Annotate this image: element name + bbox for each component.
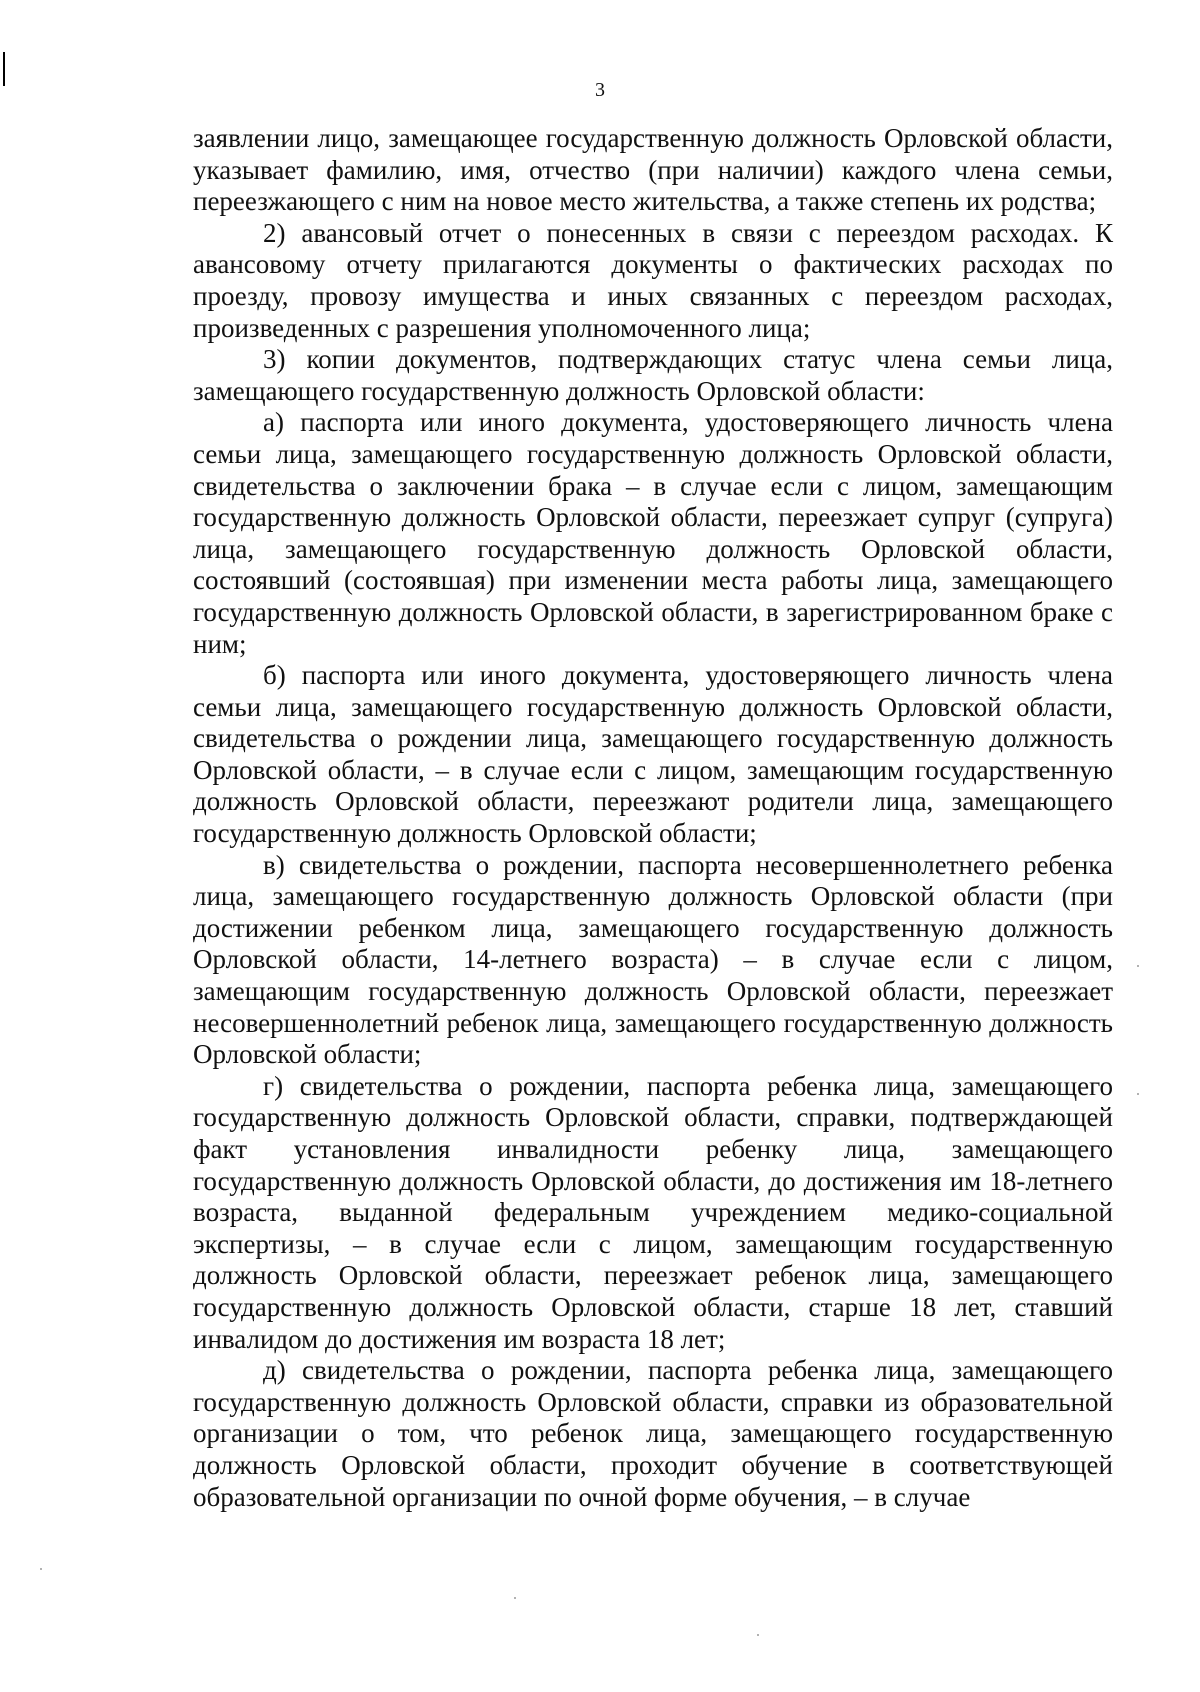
paragraph-subitem-v: в) свидетельства о рождении, паспорта несовершеннолетнего ребенка лица, замещающего государственную должность Орловской области (при достижении ребенком лица, замещающего государственную должность Орловской области, 14-летнего возраста) – в случае если с лицом, замещающим государственную должность Орловской области, переезжает несовершеннолетний ребенок лица, замещающего государственную должность Орловской области; — [193, 849, 1113, 1070]
paragraph-subitem-d: д) свидетельства о рождении, паспорта ребенка лица, замещающего государственную должность Орловской области, справки из образовательной организации о том, что ребенок лица, замещающего государственную должность Орловской области, проходит обучение в соответствующей образовательной организации по очной форме обучения, – в случае — [193, 1355, 1113, 1512]
paragraph-item-2: 2) авансовый отчет о понесенных в связи с переездом расходах. К авансовому отчету прилагаются документы о фактических расходах по проезду, провозу имущества и иных связанных с переездом расходах, произведенных с разрешения уполномоченного лица; — [193, 217, 1113, 343]
scan-speck — [1137, 965, 1139, 967]
page-number: 3 — [595, 79, 605, 101]
document-body — [193, 123, 1113, 1513]
paragraph-item-3: 3) копии документов, подтверждающих статус члена семьи лица, замещающего государственную должность Орловской области: — [193, 344, 1113, 406]
paragraph-continuation: заявлении лицо, замещающее государственную должность Орловской области, указывает фамилию, имя, отчество (при наличии) каждого члена семьи, переезжающего с ним на новое место жительства, а также степень их родства; — [193, 123, 1113, 217]
paragraph-subitem-g: г) свидетельства о рождении, паспорта ребенка лица, замещающего государственную должность Орловской области, справки, подтверждающей факт установления инвалидности ребенку лица, замещающего государственную должность Орловской области, до достижения им 18-летнего возраста, выданной федеральным учреждением медико-социальной экспертизы, – в случае если с лицом, замещающим государственную должность Орловской области, переезжает ребенок лица, замещающего государственную должность Орловской области, старше 18 лет, ставший инвалидом до достижения им возраста 18 лет; — [193, 1070, 1113, 1354]
scan-speck — [1137, 1093, 1139, 1095]
paragraph-subitem-a: а) паспорта или иного документа, удостоверяющего личность члена семьи лица, замещающего государственную должность Орловской области, свидетельства о заключении брака – в случае если с лицом, замещающим государственную должность Орловской области, переезжает супруг (супруга) лица, замещающего государственную должность Орловской области, состоявший (состоявшая) при изменении места работы лица, замещающего государственную должность Орловской области, в зарегистрированном браке с ним; — [193, 407, 1113, 659]
paragraph-subitem-b: б) паспорта или иного документа, удостоверяющего личность члена семьи лица, замещающего государственную должность Орловской области, свидетельства о рождении лица, замещающего государственную должность Орловской области, – в случае если с лицом, замещающим государственную должность Орловской области, переезжают родители лица, замещающего государственную должность Орловской области; — [193, 660, 1113, 849]
scan-speck — [757, 1634, 759, 1636]
scan-speck — [40, 1568, 42, 1570]
scan-speck — [514, 1597, 516, 1599]
